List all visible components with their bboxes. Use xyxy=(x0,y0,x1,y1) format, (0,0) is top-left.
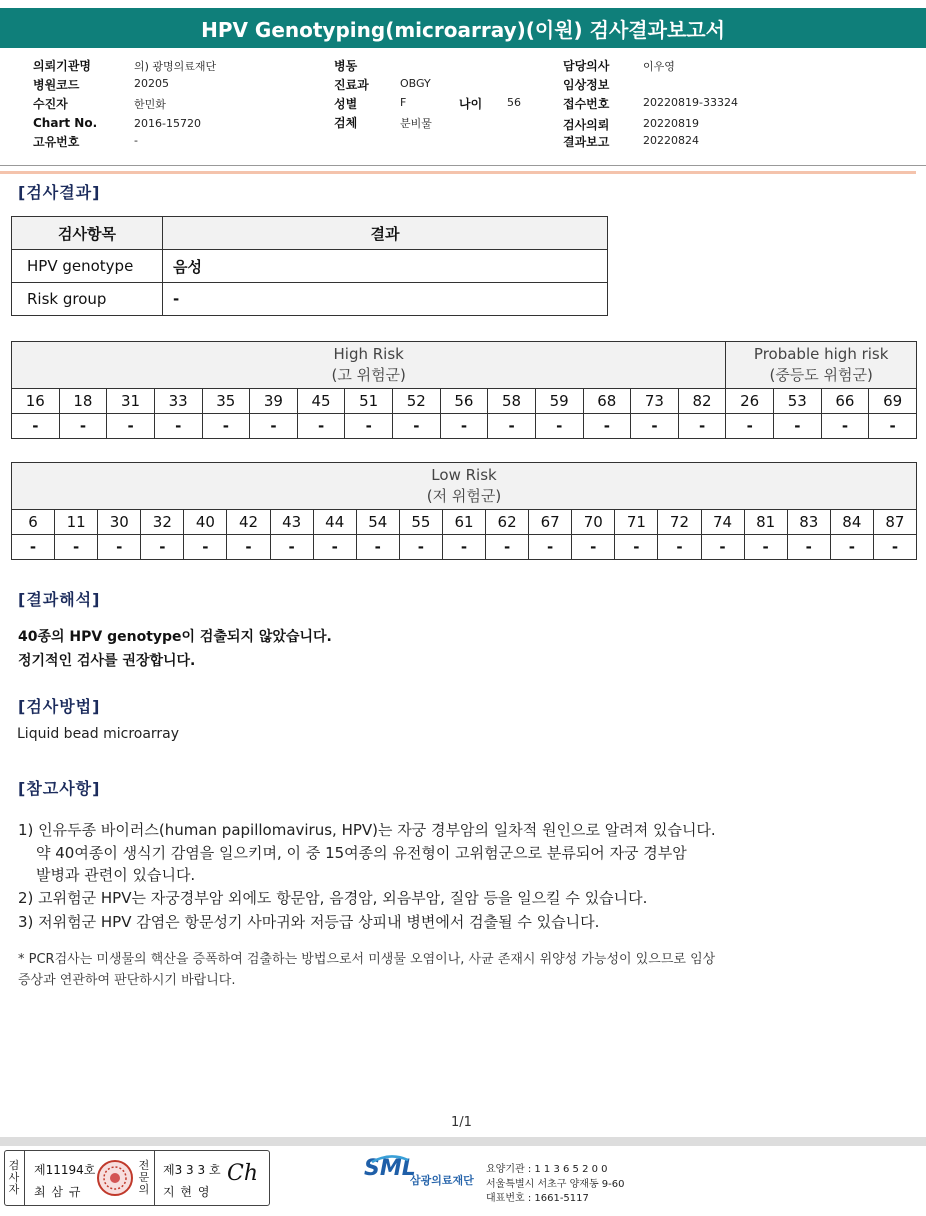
institution-phone: 대표번호 : 1661-5117 xyxy=(486,1193,589,1204)
probable-risk-title: Probable high risk xyxy=(753,345,889,363)
genotype-cell: 32 xyxy=(141,510,184,535)
institution-address: 서울특별시 서초구 양재동 9-60 xyxy=(486,1179,625,1190)
logo-swoosh-icon xyxy=(370,1154,410,1164)
result-item: Risk group xyxy=(12,283,163,316)
reception-label: 접수번호 xyxy=(563,97,610,111)
genotype-cell: - xyxy=(658,535,701,560)
genotype-cell: 66 xyxy=(821,389,869,414)
result-value: - xyxy=(163,283,608,316)
genotype-cell: - xyxy=(345,414,393,439)
note-1b: 약 40여종이 생식기 감염을 일으키며, 이 중 15여종의 유전형이 고위험군으로 분류되어 자궁 경부암 xyxy=(36,844,687,862)
genotype-cell: - xyxy=(583,414,631,439)
genotype-cell: - xyxy=(184,535,227,560)
examiner-name: 최 삼 규 xyxy=(34,1185,82,1199)
footer-divider xyxy=(0,1137,926,1146)
accent-divider xyxy=(0,171,916,174)
doctor-label: 담당의사 xyxy=(563,59,610,73)
doctor-value: 이우영 xyxy=(643,60,675,73)
genotype-cell: - xyxy=(107,414,155,439)
age-value: 56 xyxy=(507,96,521,109)
genotype-cell: 62 xyxy=(486,510,529,535)
sml-logo: SML xyxy=(364,1156,416,1181)
low-risk-subtitle: (저 위험군) xyxy=(426,487,502,505)
genotype-cell: - xyxy=(313,535,356,560)
genotype-cell: - xyxy=(393,414,441,439)
genotype-cell: 82 xyxy=(678,389,726,414)
genotype-cell: 69 xyxy=(869,389,917,414)
genotype-cell: 16 xyxy=(12,389,60,414)
specimen-label: 검체 xyxy=(334,116,358,130)
genotype-cell: 42 xyxy=(227,510,270,535)
genotype-cell: 33 xyxy=(154,389,202,414)
table-row xyxy=(12,510,917,535)
genotype-cell: - xyxy=(701,535,744,560)
specialist-no: 제3 3 3 호 xyxy=(163,1163,221,1177)
genotype-cell: - xyxy=(572,535,615,560)
genotype-cell: 70 xyxy=(572,510,615,535)
table-row xyxy=(12,414,917,439)
genotype-cell: 43 xyxy=(270,510,313,535)
genotype-cell: - xyxy=(631,414,679,439)
notes-heading: [참고사항] xyxy=(18,779,101,798)
genotype-cell: 6 xyxy=(12,510,55,535)
genotype-cell: 73 xyxy=(631,389,679,414)
unique-value: - xyxy=(134,134,138,147)
table-row xyxy=(12,535,917,560)
genotype-cell: 40 xyxy=(184,510,227,535)
genotype-cell: 72 xyxy=(658,510,701,535)
genotype-cell: 53 xyxy=(774,389,822,414)
high-risk-subtitle: (고 위험군) xyxy=(331,366,406,384)
clinical-label: 임상정보 xyxy=(563,78,610,92)
examiner-label: 검사자 xyxy=(8,1159,20,1196)
genotype-cell: - xyxy=(59,414,107,439)
request-value: 20220819 xyxy=(643,117,699,130)
genotype-cell: - xyxy=(12,414,60,439)
examiner-no: 제11194호 xyxy=(34,1163,96,1177)
genotype-cell: 67 xyxy=(529,510,572,535)
low-risk-header xyxy=(12,463,917,510)
report-label: 결과보고 xyxy=(563,135,610,149)
genotype-cell: 84 xyxy=(830,510,873,535)
institution-value: 의) 광명의료재단 xyxy=(134,60,217,73)
genotype-cell: 51 xyxy=(345,389,393,414)
genotype-cell: 35 xyxy=(202,389,250,414)
genotype-cell: 55 xyxy=(399,510,442,535)
note-1c: 발병과 관련이 있습니다. xyxy=(36,866,196,884)
genotype-cell: - xyxy=(442,535,485,560)
genotype-cell: 71 xyxy=(615,510,658,535)
col-result-header: 결과 xyxy=(163,217,608,250)
genotype-cell: 59 xyxy=(535,389,583,414)
ward-label: 병동 xyxy=(334,59,358,73)
probable-risk-subtitle: (중등도 위험군) xyxy=(769,366,873,384)
low-risk-table xyxy=(11,462,917,560)
genotype-cell: 58 xyxy=(488,389,536,414)
genotype-cell: - xyxy=(678,414,726,439)
genotype-cell: - xyxy=(250,414,298,439)
genotype-cell: - xyxy=(744,535,787,560)
genotype-cell: 11 xyxy=(55,510,98,535)
high-risk-header xyxy=(12,342,726,389)
header-info xyxy=(0,52,926,166)
genotype-cell: - xyxy=(98,535,141,560)
method-heading: [검사방법] xyxy=(18,697,101,716)
report-title: HPV Genotyping(microarray)(이원) 검사결과보고서 xyxy=(0,8,926,48)
genotype-cell: - xyxy=(141,535,184,560)
genotype-cell: 56 xyxy=(440,389,488,414)
genotype-cell: 61 xyxy=(442,510,485,535)
genotype-cell: - xyxy=(399,535,442,560)
interpretation-heading: [결과해석] xyxy=(18,590,101,609)
genotype-cell: - xyxy=(55,535,98,560)
genotype-cell: 54 xyxy=(356,510,399,535)
specialist-label: 전문의 xyxy=(138,1159,150,1196)
genotype-cell: 52 xyxy=(393,389,441,414)
method-text: Liquid bead microarray xyxy=(17,726,180,742)
genotype-cell: - xyxy=(486,535,529,560)
genotype-cell: - xyxy=(774,414,822,439)
genotype-cell: - xyxy=(356,535,399,560)
genotype-cell: - xyxy=(529,535,572,560)
examiner-seal-icon xyxy=(96,1159,134,1197)
report-value: 20220824 xyxy=(643,134,699,147)
genotype-cell: 31 xyxy=(107,389,155,414)
genotype-cell: 87 xyxy=(873,510,916,535)
sex-value: F xyxy=(400,96,407,109)
genotype-cell: - xyxy=(440,414,488,439)
genotype-cell: - xyxy=(154,414,202,439)
genotype-cell: 74 xyxy=(701,510,744,535)
dept-value: OBGY xyxy=(400,77,431,90)
chart-value: 2016-15720 xyxy=(134,117,201,130)
probable-risk-header xyxy=(726,342,917,389)
high-risk-title: High Risk xyxy=(333,345,404,363)
genotype-cell: 39 xyxy=(250,389,298,414)
genotype-cell: - xyxy=(869,414,917,439)
high-risk-table xyxy=(11,341,917,439)
genotype-cell: - xyxy=(270,535,313,560)
page-number: 1/1 xyxy=(451,1115,472,1130)
result-item: HPV genotype xyxy=(12,250,163,283)
genotype-cell: - xyxy=(227,535,270,560)
low-risk-title: Low Risk xyxy=(431,466,497,484)
table-row xyxy=(12,250,608,283)
note-3: 3) 저위험군 HPV 감염은 항문성기 사마귀와 저등급 상피내 병변에서 검출될 수 있습니다. xyxy=(18,913,600,931)
dept-label: 진료과 xyxy=(334,78,369,92)
patient-value: 한민화 xyxy=(134,98,166,111)
genotype-cell: 30 xyxy=(98,510,141,535)
pcr-note-1: * PCR검사는 미생물의 핵산을 증폭하여 검출하는 방법으로서 미생물 오염이나, 사균 존재시 위양성 가능성이 있으므로 임상 xyxy=(18,952,716,967)
genotype-cell: 26 xyxy=(726,389,774,414)
genotype-cell: - xyxy=(615,535,658,560)
genotype-cell: - xyxy=(535,414,583,439)
interpretation-line-2: 정기적인 검사를 권장합니다. xyxy=(18,653,196,669)
genotype-cell: - xyxy=(726,414,774,439)
genotype-cell: - xyxy=(873,535,916,560)
genotype-cell: - xyxy=(202,414,250,439)
genotype-cell: - xyxy=(12,535,55,560)
genotype-cell: 44 xyxy=(313,510,356,535)
signature-box xyxy=(4,1150,270,1206)
table-row xyxy=(12,389,917,414)
genotype-cell: 18 xyxy=(59,389,107,414)
result-table xyxy=(11,216,608,316)
result-value: 음성 xyxy=(163,250,608,283)
genotype-cell: 81 xyxy=(744,510,787,535)
table-row xyxy=(12,217,608,250)
note-1a: 1) 인유두종 바이러스(human papillomavirus, HPV)는 자궁 경부암의 일차적 원인으로 알려져 있습니다. xyxy=(18,821,716,839)
reception-value: 20220819-33324 xyxy=(643,96,738,109)
genotype-cell: - xyxy=(830,535,873,560)
logo-name: 삼광의료재단 xyxy=(410,1174,474,1187)
hospital-code-value: 20205 xyxy=(134,77,169,90)
request-label: 검사의뢰 xyxy=(563,118,610,132)
genotype-cell: - xyxy=(297,414,345,439)
genotype-cell: - xyxy=(488,414,536,439)
patient-label: 수진자 xyxy=(33,97,68,111)
result-heading: [검사결과] xyxy=(18,183,101,202)
specialist-name: 지 현 영 xyxy=(163,1185,211,1199)
pcr-note-2: 증상과 연관하여 판단하시기 바랍니다. xyxy=(18,973,236,988)
genotype-cell: - xyxy=(821,414,869,439)
chart-label: Chart No. xyxy=(33,116,98,130)
col-item-header: 검사항목 xyxy=(12,217,163,250)
sex-label: 성별 xyxy=(334,97,358,111)
institution-label: 의뢰기관명 xyxy=(33,59,91,73)
note-2: 2) 고위험군 HPV는 자궁경부암 외에도 항문암, 음경암, 외음부암, 질암 등을 일으킬 수 있습니다. xyxy=(18,889,648,907)
signature: Ch xyxy=(227,1161,259,1186)
genotype-cell: - xyxy=(787,535,830,560)
age-label: 나이 xyxy=(459,97,483,111)
interpretation-line-1: 40종의 HPV genotype이 검출되지 않았습니다. xyxy=(18,629,332,645)
hospital-code-label: 병원코드 xyxy=(33,78,80,92)
genotype-cell: 68 xyxy=(583,389,631,414)
unique-label: 고유번호 xyxy=(33,135,80,149)
table-row xyxy=(12,283,608,316)
institution-code: 요양기관 : 1 1 3 6 5 2 0 0 xyxy=(486,1164,608,1175)
genotype-cell: 45 xyxy=(297,389,345,414)
specimen-value: 분비물 xyxy=(400,117,432,130)
genotype-cell: 83 xyxy=(787,510,830,535)
